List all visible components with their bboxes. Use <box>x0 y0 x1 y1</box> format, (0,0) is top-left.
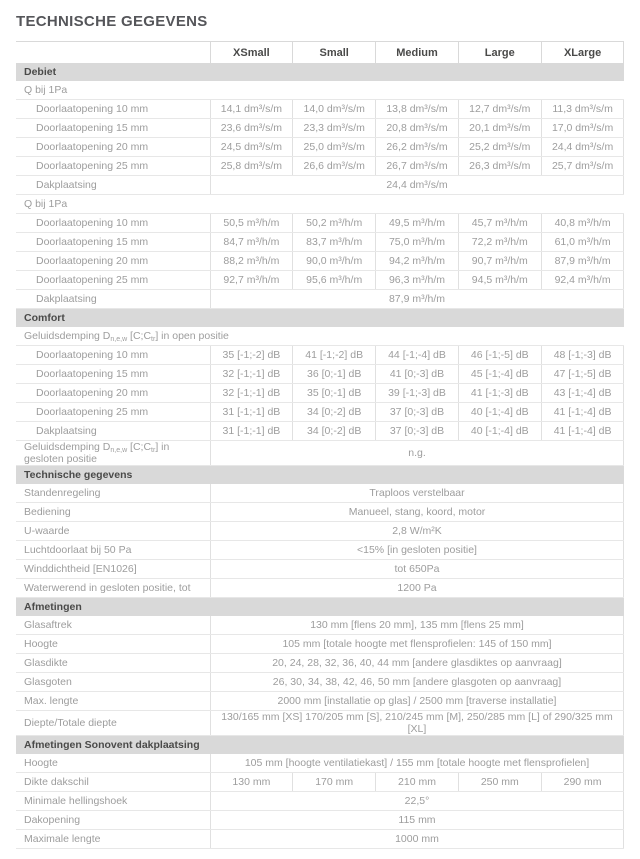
spec-cell-xsmall: 88,2 m³/h/m <box>210 252 293 271</box>
spec-cell-xsmall: 14,1 dm³/s/m <box>210 100 293 119</box>
spec-cell-xlarge: 41 [-1;-4] dB <box>541 403 624 422</box>
spec-row-label: Doorlaatopening 25 mm <box>16 271 210 290</box>
spec-cell-merged: <15% [in gesloten positie] <box>210 541 624 560</box>
section-header-label: Afmetingen <box>16 598 624 617</box>
spec-cell-large: 41 [-1;-3] dB <box>458 384 541 403</box>
spec-cell-small: 36 [0;-1] dB <box>293 365 376 384</box>
spec-row-label: Doorlaatopening 10 mm <box>16 214 210 233</box>
spec-cell-large: 45,7 m³/h/m <box>458 214 541 233</box>
column-header-small: Small <box>293 42 376 64</box>
spec-cell-large: 250 mm <box>458 773 541 792</box>
spec-row-label: Doorlaatopening 10 mm <box>16 346 210 365</box>
spec-table-body <box>16 63 624 849</box>
row-label-subscript: tr <box>151 336 156 343</box>
spec-table <box>16 41 624 849</box>
spec-cell-xlarge: 43 [-1;-4] dB <box>541 384 624 403</box>
spec-cell-medium: 26,7 dm³/s/m <box>376 157 459 176</box>
spec-cell-small: 90,0 m³/h/m <box>293 252 376 271</box>
row-label-part: ] in gesloten positie <box>24 441 170 465</box>
row-label-subscript: n,e,w <box>110 447 128 454</box>
page-title: TECHNISCHE GEGEVENS <box>16 13 208 30</box>
spec-row-label: Doorlaatopening 20 mm <box>16 384 210 403</box>
spec-row-label: Waterwerend in gesloten positie, tot <box>16 579 210 598</box>
spec-row <box>16 811 624 830</box>
spec-cell-merged: 24,4 dm³/s/m <box>210 176 624 195</box>
spec-row <box>16 384 624 403</box>
spec-cell-xsmall: 32 [-1;-1] dB <box>210 384 293 403</box>
spec-cell-small: 23,3 dm³/s/m <box>293 119 376 138</box>
spec-cell-medium: 13,8 dm³/s/m <box>376 100 459 119</box>
spec-cell-merged: 105 mm [totale hoogte met flensprofielen: 145 of 150 mm] <box>210 635 624 654</box>
spec-cell-medium: 49,5 m³/h/m <box>376 214 459 233</box>
spec-cell-xlarge: 47 [-1;-5] dB <box>541 365 624 384</box>
spec-row <box>16 422 624 441</box>
section-header-row <box>16 466 624 485</box>
spec-row <box>16 233 624 252</box>
spec-cell-medium: 41 [0;-3] dB <box>376 365 459 384</box>
spec-row <box>16 119 624 138</box>
spec-cell-small: 50,2 m³/h/m <box>293 214 376 233</box>
spec-cell-medium: 37 [0;-3] dB <box>376 403 459 422</box>
spec-cell-medium: 39 [-1;-3] dB <box>376 384 459 403</box>
spec-row-label: Hoogte <box>16 635 210 654</box>
spec-cell-xlarge: 48 [-1;-3] dB <box>541 346 624 365</box>
spec-cell-medium: 94,2 m³/h/m <box>376 252 459 271</box>
spec-row-label: Maximale lengte <box>16 830 210 849</box>
spec-row <box>16 711 624 736</box>
spec-row-label: Glasgoten <box>16 673 210 692</box>
spec-cell-large: 45 [-1;-4] dB <box>458 365 541 384</box>
spec-cell-xlarge: 11,3 dm³/s/m <box>541 100 624 119</box>
spec-row <box>16 290 624 309</box>
spec-cell-large: 20,1 dm³/s/m <box>458 119 541 138</box>
spec-row <box>16 792 624 811</box>
row-label-part: [C;C <box>127 441 152 453</box>
spec-cell-xlarge: 40,8 m³/h/m <box>541 214 624 233</box>
spec-cell-medium: 75,0 m³/h/m <box>376 233 459 252</box>
spec-cell-large: 25,2 dm³/s/m <box>458 138 541 157</box>
spec-cell-merged: 22,5° <box>210 792 624 811</box>
spec-cell-xsmall: 50,5 m³/h/m <box>210 214 293 233</box>
spec-cell-small: 34 [0;-2] dB <box>293 422 376 441</box>
spec-cell-xlarge: 25,7 dm³/s/m <box>541 157 624 176</box>
spec-cell-medium: 37 [0;-3] dB <box>376 422 459 441</box>
spec-cell-xsmall: 31 [-1;-1] dB <box>210 403 293 422</box>
spec-row <box>16 773 624 792</box>
spec-row <box>16 252 624 271</box>
spec-row <box>16 100 624 119</box>
spec-row <box>16 484 624 503</box>
spec-cell-large: 12,7 dm³/s/m <box>458 100 541 119</box>
spec-cell-merged: 1200 Pa <box>210 579 624 598</box>
spec-row <box>16 754 624 773</box>
section-header-label: Comfort <box>16 309 624 328</box>
spec-row-label: Doorlaatopening 15 mm <box>16 233 210 252</box>
column-header-row <box>16 42 624 64</box>
spec-row <box>16 635 624 654</box>
group-header-row <box>16 327 624 346</box>
spec-row-label: Minimale hellingshoek <box>16 792 210 811</box>
spec-row <box>16 403 624 422</box>
spec-cell-small: 41 [-1;-2] dB <box>293 346 376 365</box>
spec-cell-medium: 96,3 m³/h/m <box>376 271 459 290</box>
spec-row-label: Glasaftrek <box>16 616 210 635</box>
spec-cell-merged: 130 mm [flens 20 mm], 135 mm [flens 25 mm] <box>210 616 624 635</box>
spec-row <box>16 441 624 466</box>
spec-row <box>16 830 624 849</box>
spec-row <box>16 616 624 635</box>
spec-cell-xsmall: 35 [-1;-2] dB <box>210 346 293 365</box>
spec-row-label: Dakplaatsing <box>16 422 210 441</box>
spec-cell-merged: 2,8 W/m²K <box>210 522 624 541</box>
spec-cell-xsmall: 24,5 dm³/s/m <box>210 138 293 157</box>
spec-cell-small: 34 [0;-2] dB <box>293 403 376 422</box>
spec-row-label: Doorlaatopening 20 mm <box>16 138 210 157</box>
spec-row-label: Standenregeling <box>16 484 210 503</box>
spec-row-label: Dakopening <box>16 811 210 830</box>
spec-row <box>16 503 624 522</box>
spec-row <box>16 176 624 195</box>
spec-row <box>16 541 624 560</box>
spec-row-label: Doorlaatopening 15 mm <box>16 365 210 384</box>
spec-cell-large: 94,5 m³/h/m <box>458 271 541 290</box>
spec-cell-xlarge: 61,0 m³/h/m <box>541 233 624 252</box>
group-header-label: Q bij 1Pa <box>16 81 624 100</box>
spec-cell-small: 95,6 m³/h/m <box>293 271 376 290</box>
spec-cell-small: 170 mm <box>293 773 376 792</box>
spec-cell-merged: 1000 mm <box>210 830 624 849</box>
spec-cell-merged: 130/165 mm [XS] 170/205 mm [S], 210/245 mm [M], 250/285 mm [L] of 290/325 mm [XL] <box>210 711 624 736</box>
spec-row-label: Bediening <box>16 503 210 522</box>
spec-row-label: Dikte dakschil <box>16 773 210 792</box>
spec-row-label: Dakplaatsing <box>16 290 210 309</box>
spec-row-label: Glasdikte <box>16 654 210 673</box>
spec-cell-large: 26,3 dm³/s/m <box>458 157 541 176</box>
spec-row <box>16 560 624 579</box>
group-header-label <box>16 327 624 346</box>
spec-row <box>16 138 624 157</box>
spec-row <box>16 579 624 598</box>
spec-cell-merged: 105 mm [hoogte ventilatiekast] / 155 mm [totale hoogte met flensprofielen] <box>210 754 624 773</box>
spec-row-label: Max. lengte <box>16 692 210 711</box>
section-header-label: Technische gegevens <box>16 466 624 485</box>
spec-cell-merged: 20, 24, 28, 32, 36, 40, 44 mm [andere glasdiktes op aanvraag] <box>210 654 624 673</box>
spec-cell-medium: 44 [-1;-4] dB <box>376 346 459 365</box>
spec-cell-xlarge: 41 [-1;-4] dB <box>541 422 624 441</box>
spec-row-label <box>16 441 210 466</box>
row-label-subscript: n,e,w <box>110 336 128 343</box>
row-label-part: ] in open positie <box>155 330 229 342</box>
row-label-part: [C;C <box>127 330 152 342</box>
spec-row-label: U-waarde <box>16 522 210 541</box>
spec-cell-merged: 87,9 m³/h/m <box>210 290 624 309</box>
spec-cell-small: 26,6 dm³/s/m <box>293 157 376 176</box>
spec-cell-xsmall: 32 [-1;-1] dB <box>210 365 293 384</box>
spec-row <box>16 346 624 365</box>
spec-cell-medium: 26,2 dm³/s/m <box>376 138 459 157</box>
spec-cell-merged: Manueel, stang, koord, motor <box>210 503 624 522</box>
spec-cell-xsmall: 130 mm <box>210 773 293 792</box>
spec-cell-xlarge: 290 mm <box>541 773 624 792</box>
row-label-part: Geluidsdemping D <box>24 330 111 342</box>
row-label-part: Geluidsdemping D <box>24 441 111 453</box>
spec-table-head <box>16 42 624 64</box>
column-header-large: Large <box>458 42 541 64</box>
column-header-xsmall: XSmall <box>210 42 293 64</box>
spec-row <box>16 522 624 541</box>
spec-row-label: Diepte/Totale diepte <box>16 711 210 736</box>
section-header-row <box>16 309 624 328</box>
spec-row-label: Luchtdoorlaat bij 50 Pa <box>16 541 210 560</box>
spec-row-label: Doorlaatopening 25 mm <box>16 403 210 422</box>
spec-cell-large: 40 [-1;-4] dB <box>458 403 541 422</box>
spec-row-label: Doorlaatopening 25 mm <box>16 157 210 176</box>
spec-cell-xlarge: 92,4 m³/h/m <box>541 271 624 290</box>
column-header-medium: Medium <box>376 42 459 64</box>
group-header-label: Q bij 1Pa <box>16 195 624 214</box>
spec-cell-xsmall: 25,8 dm³/s/m <box>210 157 293 176</box>
spec-row-label: Winddichtheid [EN1026] <box>16 560 210 579</box>
spec-row-label: Doorlaatopening 15 mm <box>16 119 210 138</box>
spec-row <box>16 654 624 673</box>
spec-cell-xsmall: 23,6 dm³/s/m <box>210 119 293 138</box>
spec-cell-xsmall: 31 [-1;-1] dB <box>210 422 293 441</box>
section-header-row <box>16 63 624 81</box>
column-header-empty <box>16 42 210 64</box>
spec-cell-xlarge: 87,9 m³/h/m <box>541 252 624 271</box>
spec-cell-merged: tot 650Pa <box>210 560 624 579</box>
spec-row-label: Doorlaatopening 20 mm <box>16 252 210 271</box>
spec-cell-large: 90,7 m³/h/m <box>458 252 541 271</box>
spec-row-label: Dakplaatsing <box>16 176 210 195</box>
spec-row <box>16 365 624 384</box>
spec-row-label: Hoogte <box>16 754 210 773</box>
spec-cell-xsmall: 92,7 m³/h/m <box>210 271 293 290</box>
spec-cell-merged: 26, 30, 34, 38, 42, 46, 50 mm [andere glasgoten op aanvraag] <box>210 673 624 692</box>
spec-cell-xsmall: 84,7 m³/h/m <box>210 233 293 252</box>
section-header-row <box>16 598 624 617</box>
spec-cell-large: 40 [-1;-4] dB <box>458 422 541 441</box>
group-header-row <box>16 195 624 214</box>
spec-row <box>16 692 624 711</box>
spec-cell-merged: 2000 mm [installatie op glas] / 2500 mm [traverse installatie] <box>210 692 624 711</box>
spec-cell-small: 14,0 dm³/s/m <box>293 100 376 119</box>
row-label-subscript: tr <box>151 447 156 454</box>
spec-cell-xlarge: 17,0 dm³/s/m <box>541 119 624 138</box>
spec-cell-merged: n.g. <box>210 441 624 466</box>
spec-cell-small: 35 [0;-1] dB <box>293 384 376 403</box>
spec-cell-merged: 115 mm <box>210 811 624 830</box>
spec-cell-medium: 210 mm <box>376 773 459 792</box>
spec-cell-merged: Traploos verstelbaar <box>210 484 624 503</box>
column-header-xlarge: XLarge <box>541 42 624 64</box>
group-header-row <box>16 81 624 100</box>
spec-cell-medium: 20,8 dm³/s/m <box>376 119 459 138</box>
section-header-label: Debiet <box>16 63 624 81</box>
spec-row <box>16 214 624 233</box>
spec-cell-large: 46 [-1;-5] dB <box>458 346 541 365</box>
spec-cell-small: 25,0 dm³/s/m <box>293 138 376 157</box>
section-header-label: Afmetingen Sonovent dakplaatsing <box>16 736 624 755</box>
spec-cell-large: 72,2 m³/h/m <box>458 233 541 252</box>
spec-cell-small: 83,7 m³/h/m <box>293 233 376 252</box>
spec-row <box>16 271 624 290</box>
spec-row <box>16 673 624 692</box>
spec-cell-xlarge: 24,4 dm³/s/m <box>541 138 624 157</box>
spec-row <box>16 157 624 176</box>
section-header-row <box>16 736 624 755</box>
spec-row-label: Doorlaatopening 10 mm <box>16 100 210 119</box>
